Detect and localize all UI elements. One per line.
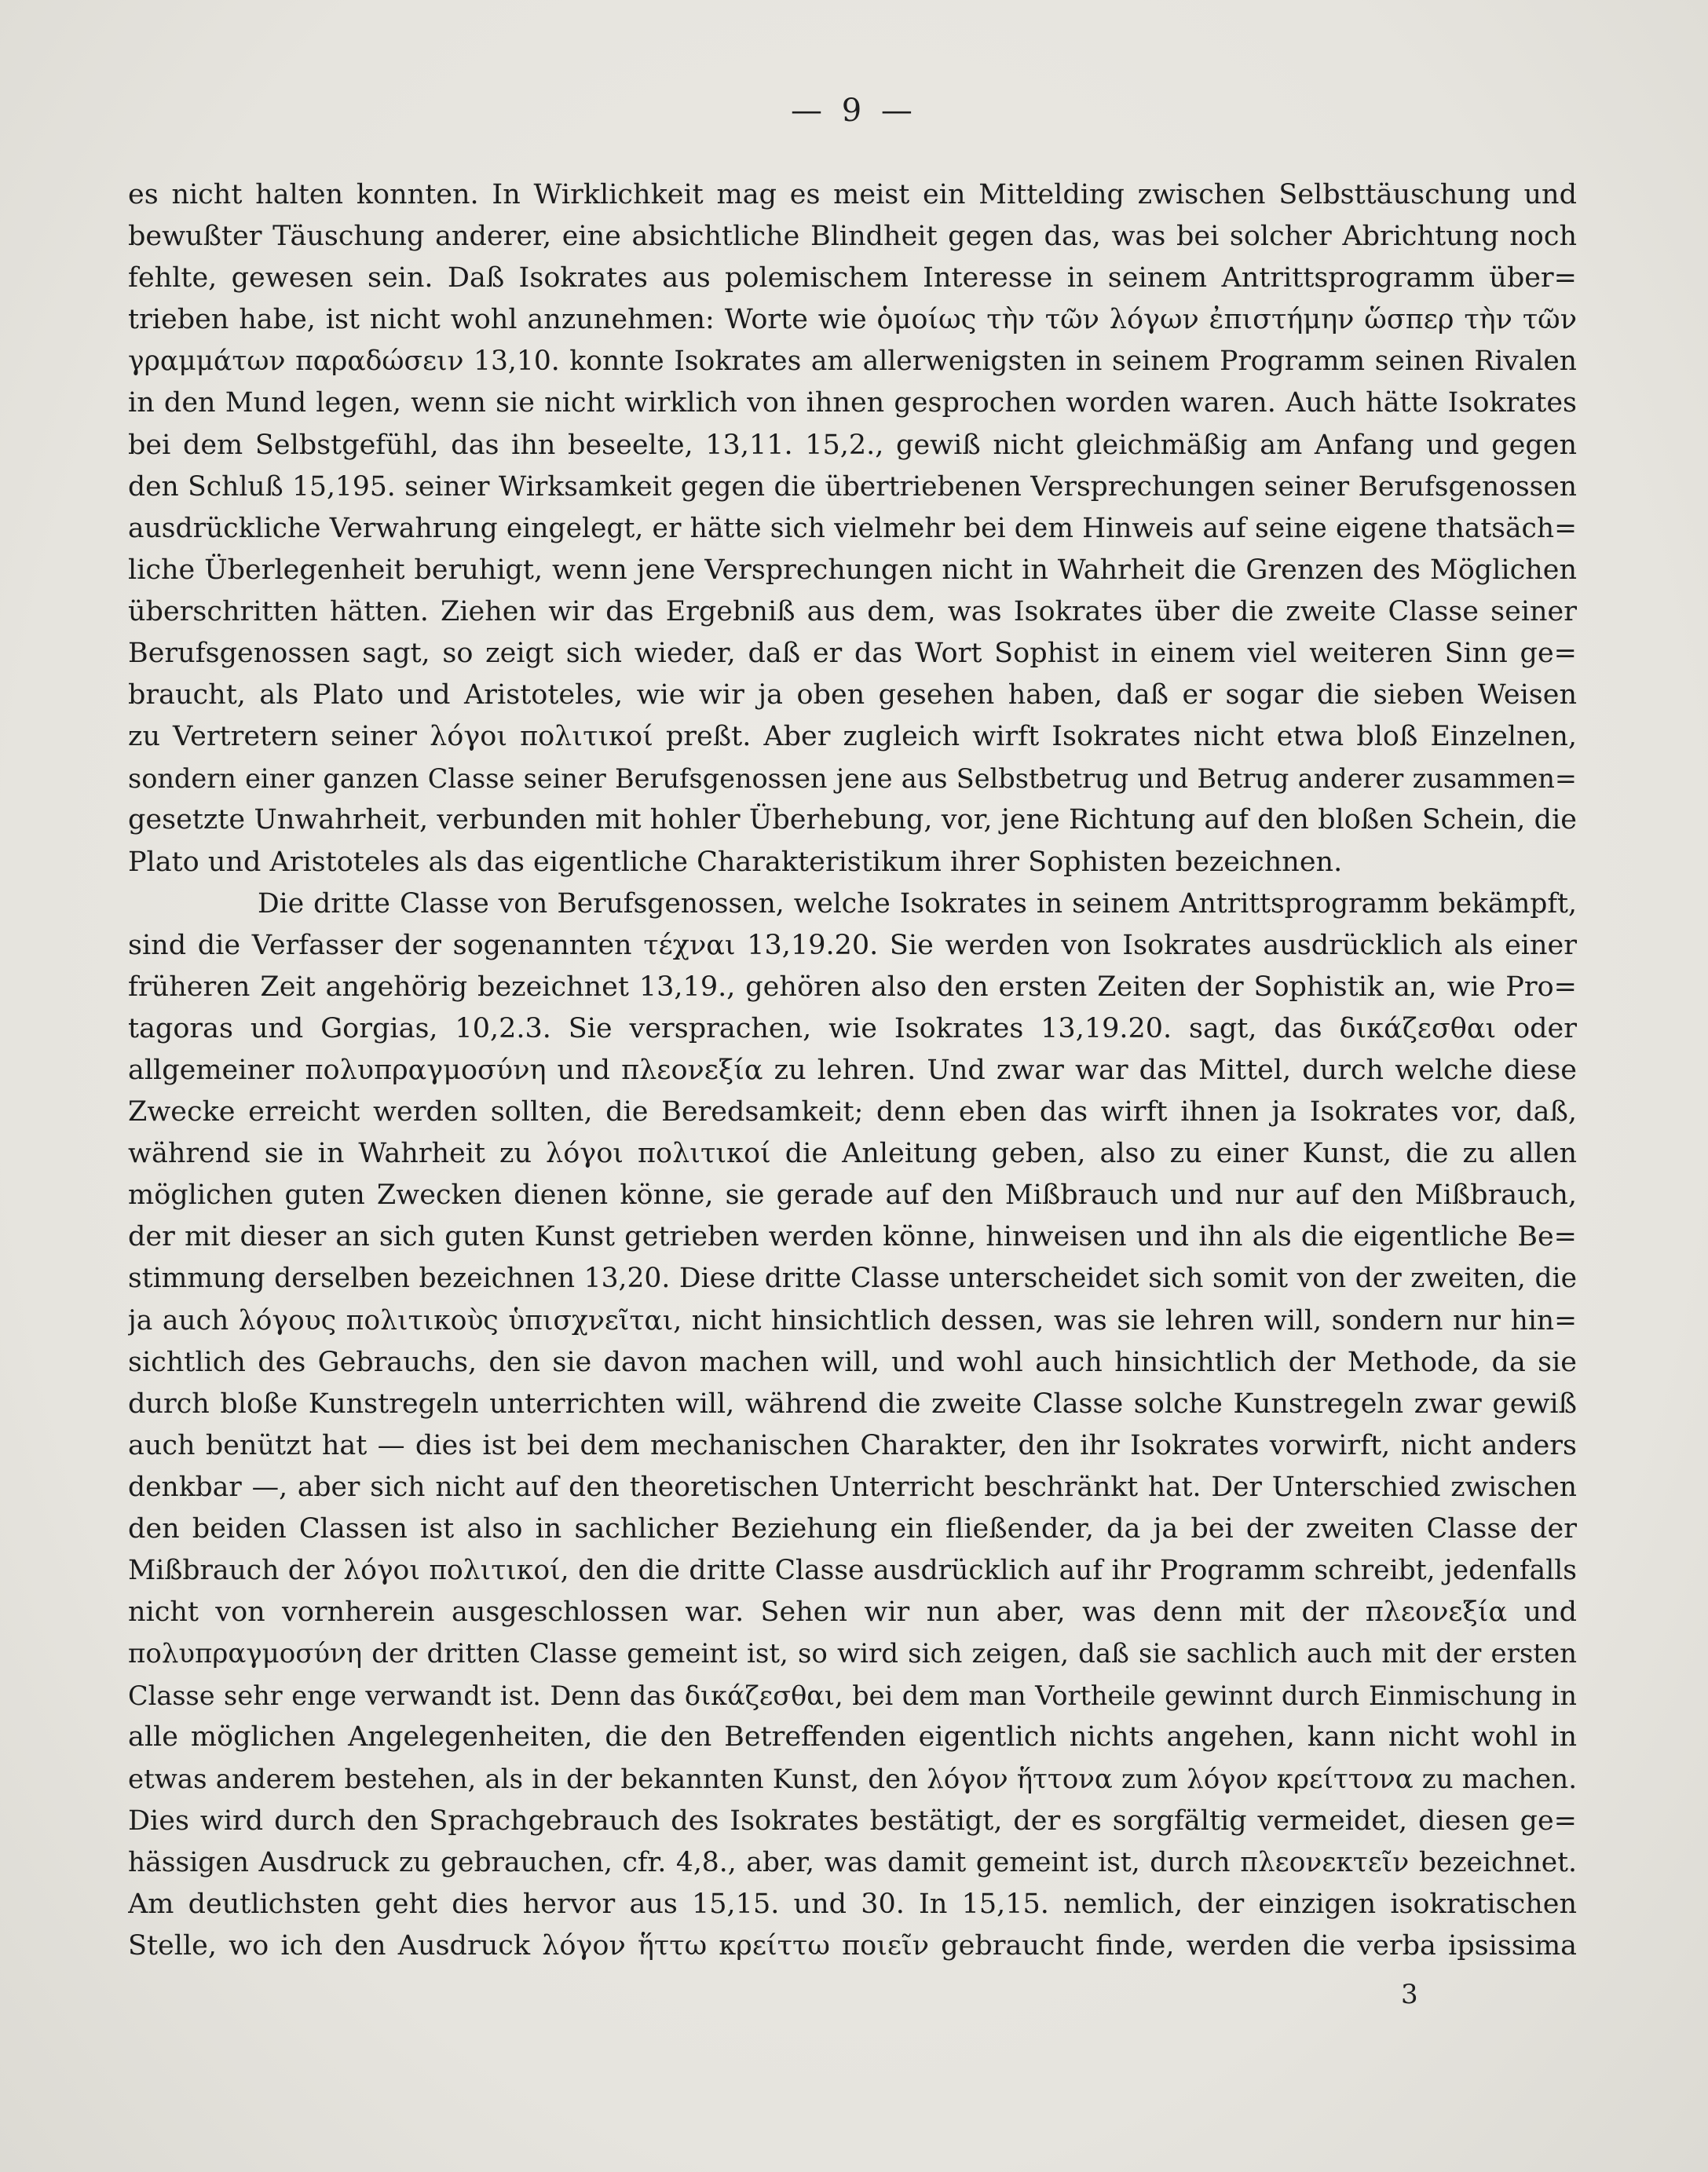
text-line: früheren Zeit angehörig bezeichnet 13,19., gehören also den ersten Zeiten der Sophistik an, wie Pro= <box>128 971 1577 1003</box>
text-line: bewußter Täuschung anderer, eine absichtliche Blindheit gegen das, was bei solcher Abrichtung noch <box>128 221 1577 253</box>
text-line: etwas anderem bestehen, als in der bekannten Kunst, den λόγον ἥττονα zum λόγον κρείττονα zu machen. <box>128 1763 1577 1795</box>
text-line: zu Vertretern seiner λόγοι πολιτικοί preßt. Aber zugleich wirft Isokrates nicht etwa bloß Einzelnen, <box>128 721 1577 753</box>
text-line: tagoras und Gorgias, 10,2.3. Sie versprachen, wie Isokrates 13,19.20. sagt, das δικάζεσθαι oder <box>128 1012 1577 1044</box>
text-line: liche Überlegenheit beruhigt, wenn jene Versprechungen nicht in Wahrheit die Grenzen des Möglichen <box>128 554 1577 586</box>
text-line: Am deutlichsten geht dies hervor aus 15,15. und 30. In 15,15. nemlich, der einzigen isokratischen <box>128 1888 1577 1920</box>
text-line: denkbar —, aber sich nicht auf den theoretischen Unterricht beschränkt hat. Der Unterschied zwischen <box>128 1471 1577 1503</box>
signature-mark: 3 <box>1401 1979 1418 2010</box>
text-line: Zwecke erreicht werden sollten, die Beredsamkeit; denn eben das wirft ihnen ja Isokrates vor, daß, <box>128 1096 1577 1128</box>
text-line: auch benützt hat — dies ist bei dem mechanischen Charakter, den ihr Isokrates vorwirft, nicht anders <box>128 1429 1577 1461</box>
paragraph-end-line: Plato und Aristoteles als das eigentliche Charakteristikum ihrer Sophisten bezeichnen. <box>128 846 1343 878</box>
text-line: es nicht halten konnten. In Wirklichkeit mag es meist ein Mittelding zwischen Selbsttäuschung und <box>128 179 1577 210</box>
text-line: möglichen guten Zwecken dienen könne, sie gerade auf den Mißbrauch und nur auf den Mißbrauch, <box>128 1179 1577 1212</box>
text-line: Mißbrauch der λόγοι πολιτικοί, den die dritte Classe ausdrücklich auf ihr Programm schreibt, jedenfalls <box>128 1555 1577 1587</box>
paragraph-start-line: Die dritte Classe von Berufsgenossen, welche Isokrates in seinem Antrittsprogramm bekämpft, <box>258 887 1577 920</box>
text-line: stimmung derselben bezeichnen 13,20. Diese dritte Classe unterscheidet sich somit von der zweiten, die <box>128 1263 1577 1295</box>
text-line: sichtlich des Gebrauchs, den sie davon machen will, und wohl auch hinsichtlich der Methode, da sie <box>128 1346 1577 1378</box>
text-line: während sie in Wahrheit zu λόγοι πολιτικοί die Anleitung geben, also zu einer Kunst, die zu allen <box>128 1138 1577 1170</box>
text-line: allgemeiner πολυπραγμοσύνη und πλεονεξία zu lehren. Und zwar war das Mittel, durch welche diese <box>128 1054 1577 1086</box>
text-line: braucht, als Plato und Aristoteles, wie wir ja oben gesehen haben, daß er sogar die sieben Weisen <box>128 679 1577 711</box>
text-line: sondern einer ganzen Classe seiner Berufsgenossen jene aus Selbstbetrug und Betrug anderer zusammen= <box>128 763 1577 795</box>
text-line: hässigen Ausdruck zu gebrauchen, cfr. 4,8., aber, was damit gemeint ist, durch πλεονεκτεῖν bezeichnet. <box>128 1846 1577 1878</box>
text-line: den Schluß 15,195. seiner Wirksamkeit gegen die übertriebenen Versprechungen seiner Berufsgenossen <box>128 470 1577 503</box>
text-line: γραμμάτων παραδώσειν 13,10. konnte Isokrates am allerwenigsten in seinem Programm seinen Rivalen <box>128 346 1577 378</box>
text-line: ja auch λόγους πολιτικοὺς ὑπισχνεῖται, nicht hinsichtlich dessen, was sie lehren will, sondern nur hin= <box>128 1304 1577 1336</box>
text-line: trieben habe, ist nicht wohl anzunehmen: Worte wie ὁμοίως τὴν τῶν λόγων ἐπιστήμην ὥσπερ τὴν τῶν <box>128 304 1577 336</box>
page-number: — 9 — <box>791 93 917 129</box>
text-line: sind die Verfasser der sogenannten τέχναι 13,19.20. Sie werden von Isokrates ausdrücklich als einer <box>128 929 1577 961</box>
text-line: Stelle, wo ich den Ausdruck λόγον ἥττω κρείττω ποιεῖν gebraucht finde, werden die verba ipsissima <box>128 1929 1577 1962</box>
text-line: Classe sehr enge verwandt ist. Denn das δικάζεσθαι, bei dem man Vortheile gewinnt durch Einmischung in <box>128 1680 1577 1712</box>
text-line: gesetzte Unwahrheit, verbunden mit hohler Überhebung, vor, jene Richtung auf den bloßen Schein, die <box>128 804 1577 836</box>
text-line: in den Mund legen, wenn sie nicht wirklich von ihnen gesprochen worden waren. Auch hätte Isokrates <box>128 387 1577 419</box>
text-line: ausdrückliche Verwahrung eingelegt, er hätte sich vielmehr bei dem Hinweis auf seine eigene thatsäch= <box>128 512 1577 544</box>
text-line: nicht von vornherein ausgeschlossen war. Sehen wir nun aber, was denn mit der πλεονεξία und <box>128 1596 1577 1629</box>
text-line: fehlte, gewesen sein. Daß Isokrates aus polemischem Interesse in seinem Antrittsprogramm über= <box>128 262 1577 294</box>
text-line: πολυπραγμοσύνη der dritten Classe gemeint ist, so wird sich zeigen, daß sie sachlich auch mit der ersten <box>128 1638 1577 1670</box>
text-line: der mit dieser an sich guten Kunst getrieben werden könne, hinweisen und ihn als die eigentliche Be= <box>128 1221 1577 1253</box>
text-line: durch bloße Kunstregeln unterrichten will, während die zweite Classe solche Kunstregeln zwar gewiß <box>128 1388 1577 1420</box>
text-line: den beiden Classen ist also in sachlicher Beziehung ein fließender, da ja bei der zweiten Classe der <box>128 1513 1577 1545</box>
text-line: alle möglichen Angelegenheiten, die den Betreffenden eigentlich nichts angehen, kann nicht wohl in <box>128 1721 1577 1753</box>
text-line: Berufsgenossen sagt, so zeigt sich wieder, daß er das Wort Sophist in einem viel weiteren Sinn ge= <box>128 638 1577 670</box>
text-line: überschritten hätten. Ziehen wir das Ergebniß aus dem, was Isokrates über die zweite Classe seiner <box>128 595 1577 627</box>
text-line: bei dem Selbstgefühl, das ihn beseelte, 13,11. 15,2., gewiß nicht gleichmäßig am Anfang und gegen <box>128 429 1577 461</box>
text-line: Dies wird durch den Sprachgebrauch des Isokrates bestätigt, der es sorgfältig vermeidet, diesen ge= <box>128 1805 1577 1837</box>
body-text <box>128 174 1577 1967</box>
